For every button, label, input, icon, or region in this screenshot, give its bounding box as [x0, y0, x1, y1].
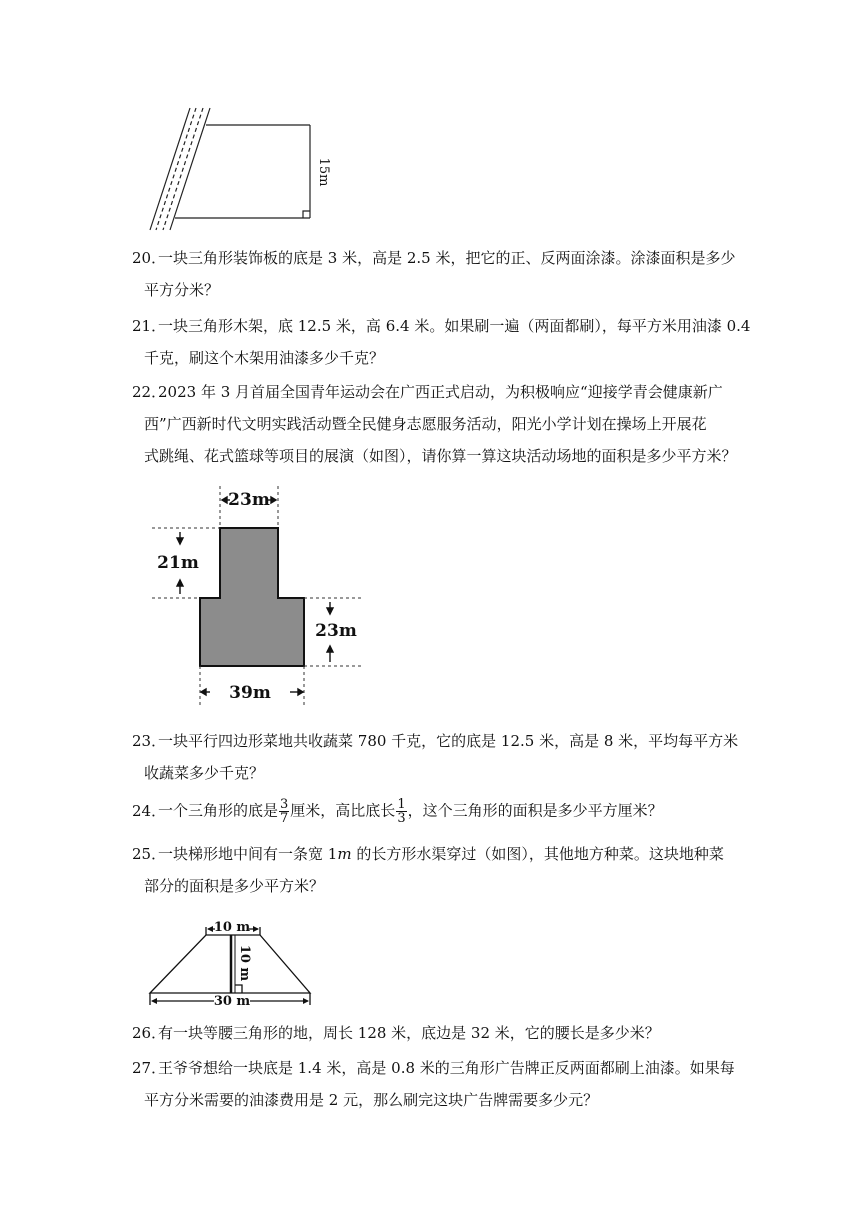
- question-20: [132, 247, 772, 301]
- figure-25-trapezoid: [140, 905, 330, 1010]
- question-26: [132, 1022, 772, 1044]
- label-23m-top: 23m: [228, 490, 270, 510]
- question-text: 一块三角形木架，底 12.5 米，高 6.4 米。如果刷一遍（两面都刷），每平方米用油漆 0.4: [158, 317, 751, 335]
- question-number: 27．: [132, 1059, 167, 1077]
- question-text: 王爷爷想给一块底是 1.4 米，高是 0.8 米的三角形广告牌正反两面都刷上油漆。如果每: [158, 1059, 735, 1077]
- question-number: 24．: [132, 801, 167, 820]
- denominator: 7: [280, 811, 289, 826]
- label-39m: 39m: [229, 683, 271, 703]
- question-text: 西”广西新时代文明实践活动暨全民健身志愿服务活动，阳光小学计划在操场上开展花: [144, 415, 707, 433]
- question-text: 一个三角形的底是: [158, 801, 279, 820]
- label-10m-height: 10 m: [237, 944, 252, 982]
- question-text: 厘米，高比底长: [290, 801, 396, 820]
- question-text: 平方分米？: [144, 281, 220, 299]
- question-text: 一块梯形地中间有一条宽 1: [158, 845, 338, 863]
- unit-m: m: [337, 845, 352, 863]
- question-text: 的长方形水渠穿过（如图），其他地方种菜。这块地种菜: [351, 845, 724, 863]
- question-text: 一块三角形装饰板的底是 3 米，高是 2.5 米，把它的正、反两面涂漆。涂漆面积是多少: [158, 249, 736, 267]
- fraction-3-7: [279, 798, 289, 825]
- question-21: [132, 315, 772, 369]
- question-text: 一块平行四边形菜地共收蔬菜 780 千克，它的底是 12.5 米，高是 8 米，平均每平方米: [158, 732, 739, 750]
- numerator: 3: [280, 797, 289, 812]
- question-24: [132, 798, 772, 825]
- figure-22-field: [140, 480, 380, 710]
- question-text: 千克，刷这个木架用油漆多少千克？: [144, 349, 385, 367]
- question-number: 21．: [132, 317, 167, 335]
- question-number: 20．: [132, 249, 167, 267]
- label-15m: 15m: [316, 157, 331, 187]
- question-number: 22．: [132, 383, 167, 401]
- question-number: 23．: [132, 732, 167, 750]
- label-23m-right: 23m: [315, 621, 357, 641]
- question-text: 2023 年 3 月首届全国青年运动会在广西正式启动，为积极响应“迎接学青会健康新广: [158, 383, 723, 401]
- label-21m: 21m: [157, 553, 199, 573]
- question-25: [132, 843, 772, 897]
- label-30m: 30 m: [213, 994, 251, 1009]
- question-number: 26．: [132, 1024, 167, 1042]
- figure-top-shape: [140, 100, 340, 235]
- question-22: [132, 381, 772, 467]
- question-23: [132, 730, 772, 784]
- question-text: 部分的面积是多少平方米？: [144, 877, 325, 895]
- question-text: 式跳绳、花式篮球等项目的展演（如图），请你算一算这块活动场地的面积是多少平方米？: [144, 447, 737, 465]
- question-text: 有一块等腰三角形的地，周长 128 米，底边是 32 米，它的腰长是多少米？: [158, 1024, 660, 1042]
- question-27: [132, 1057, 772, 1111]
- question-text: 平方分米需要的油漆费用是 2 元，那么刷完这块广告牌需要多少元？: [144, 1091, 599, 1109]
- label-10m-top: 10 m: [213, 920, 251, 935]
- numerator: 1: [397, 797, 406, 812]
- question-text: 收蔬菜多少千克？: [144, 764, 265, 782]
- fraction-1-3: [396, 798, 406, 825]
- question-number: 25．: [132, 845, 167, 863]
- question-text: ，这个三角形的面积是多少平方厘米？: [407, 801, 663, 820]
- denominator: 3: [397, 811, 406, 826]
